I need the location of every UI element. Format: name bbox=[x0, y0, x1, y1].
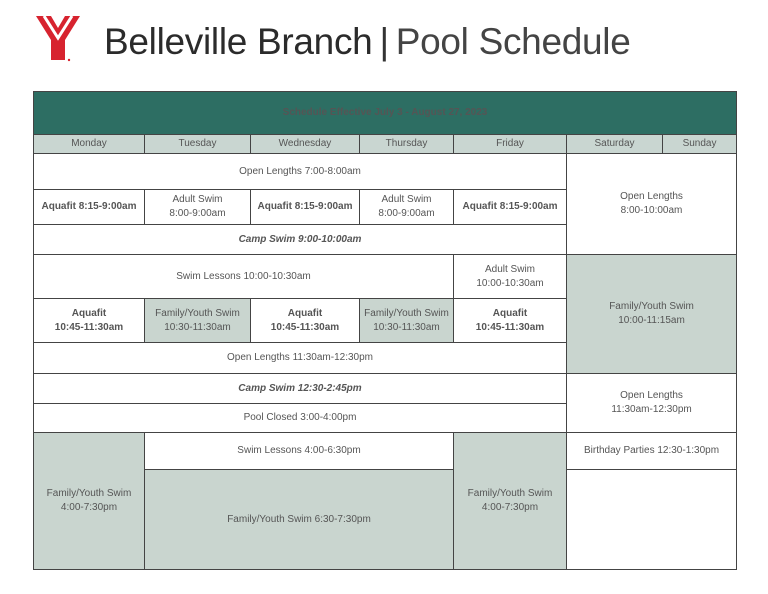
cell-fri-family-swim bbox=[454, 433, 567, 570]
cell-swim-lessons-morning: Swim Lessons 10:00-10:30am bbox=[34, 255, 454, 299]
schedule-table bbox=[33, 91, 737, 570]
day-header-thursday: Thursday bbox=[360, 135, 454, 154]
day-header-friday: Friday bbox=[454, 135, 567, 154]
day-header-sunday: Sunday bbox=[663, 135, 737, 154]
cell-line: 8:00-9:00am bbox=[169, 208, 226, 219]
page-title bbox=[104, 14, 630, 70]
cell-pool-closed: Pool Closed 3:00-4:00pm bbox=[34, 404, 567, 433]
cell-line: 10:30-11:30am bbox=[373, 321, 440, 333]
cell-weekend-empty bbox=[567, 470, 737, 570]
cell-line: Open Lengths bbox=[620, 191, 683, 202]
cell-fri-aquafit-morning: Aquafit 8:15-9:00am bbox=[454, 190, 567, 225]
schedule-effective-title: Schedule Effective July 3 - August 27, 2023 bbox=[34, 92, 737, 135]
cell-thu-family-swim bbox=[360, 299, 454, 343]
cell-camp-swim-afternoon: Camp Swim 12:30-2:45pm bbox=[34, 374, 567, 404]
cell-wed-aquafit bbox=[251, 299, 360, 343]
day-header-saturday: Saturday bbox=[567, 135, 663, 154]
cell-line: Family/Youth Swim bbox=[467, 488, 553, 499]
cell-thu-adult-swim bbox=[360, 190, 454, 225]
cell-fri-aquafit bbox=[454, 299, 567, 343]
cell-line: Family/Youth Swim bbox=[364, 307, 449, 319]
cell-line: Adult Swim bbox=[484, 263, 535, 275]
day-header-tuesday: Tuesday bbox=[145, 135, 251, 154]
cell-open-lengths-midday: Open Lengths 11:30am-12:30pm bbox=[34, 343, 567, 374]
cell-line: Aquafit bbox=[71, 307, 107, 319]
cell-line: 10:00-10:30am bbox=[476, 277, 544, 289]
cell-line: Family/Youth Swim bbox=[155, 307, 240, 319]
cell-line: 8:00-9:00am bbox=[378, 208, 435, 219]
title-subtitle: Pool Schedule bbox=[395, 21, 631, 62]
cell-swim-lessons-afternoon: Swim Lessons 4:00-6:30pm bbox=[145, 433, 454, 470]
day-header-monday: Monday bbox=[34, 135, 145, 154]
cell-camp-swim-morning: Camp Swim 9:00-10:00am bbox=[34, 225, 567, 255]
cell-line: 4:00-7:30pm bbox=[60, 502, 118, 513]
cell-line: 10:45-11:30am bbox=[270, 321, 340, 333]
ymca-logo-icon bbox=[36, 16, 80, 62]
cell-line: 10:45-11:30am bbox=[475, 321, 545, 333]
cell-line: 10:00-11:15am bbox=[618, 315, 685, 326]
cell-line: Aquafit bbox=[492, 307, 528, 319]
cell-open-lengths-early: Open Lengths 7:00-8:00am bbox=[34, 154, 567, 190]
cell-line: Aquafit bbox=[287, 307, 323, 319]
cell-line: 8:00-10:00am bbox=[620, 205, 683, 216]
cell-line: Adult Swim bbox=[172, 194, 223, 205]
cell-wed-aquafit-morning: Aquafit 8:15-9:00am bbox=[251, 190, 360, 225]
cell-weekend-open-lengths bbox=[567, 154, 737, 255]
cell-line: Family/Youth Swim bbox=[609, 301, 694, 312]
cell-line: 10:45-11:30am bbox=[54, 321, 124, 333]
cell-tue-adult-swim bbox=[145, 190, 251, 225]
cell-weekend-open-lengths-midday bbox=[567, 374, 737, 433]
cell-family-swim-evening: Family/Youth Swim 6:30-7:30pm bbox=[145, 470, 454, 570]
branch-name: Belleville Branch bbox=[104, 21, 373, 62]
cell-mon-aquafit bbox=[34, 299, 145, 343]
cell-mon-family-swim bbox=[34, 433, 145, 570]
cell-line: 11:30am-12:30pm bbox=[611, 404, 692, 415]
cell-tue-family-swim bbox=[145, 299, 251, 343]
cell-weekend-family-swim bbox=[567, 255, 737, 374]
day-header-wednesday: Wednesday bbox=[251, 135, 360, 154]
cell-line: 10:30-11:30am bbox=[164, 321, 231, 333]
title-separator: | bbox=[379, 21, 389, 62]
cell-line: Family/Youth Swim bbox=[46, 488, 132, 499]
cell-fri-adult-swim bbox=[454, 255, 567, 299]
cell-line: Open Lengths bbox=[620, 390, 683, 401]
cell-line: 4:00-7:30pm bbox=[481, 502, 539, 513]
cell-mon-aquafit-morning: Aquafit 8:15-9:00am bbox=[34, 190, 145, 225]
cell-birthday-parties: Birthday Parties 12:30-1:30pm bbox=[567, 433, 737, 470]
cell-line: Adult Swim bbox=[381, 194, 432, 205]
